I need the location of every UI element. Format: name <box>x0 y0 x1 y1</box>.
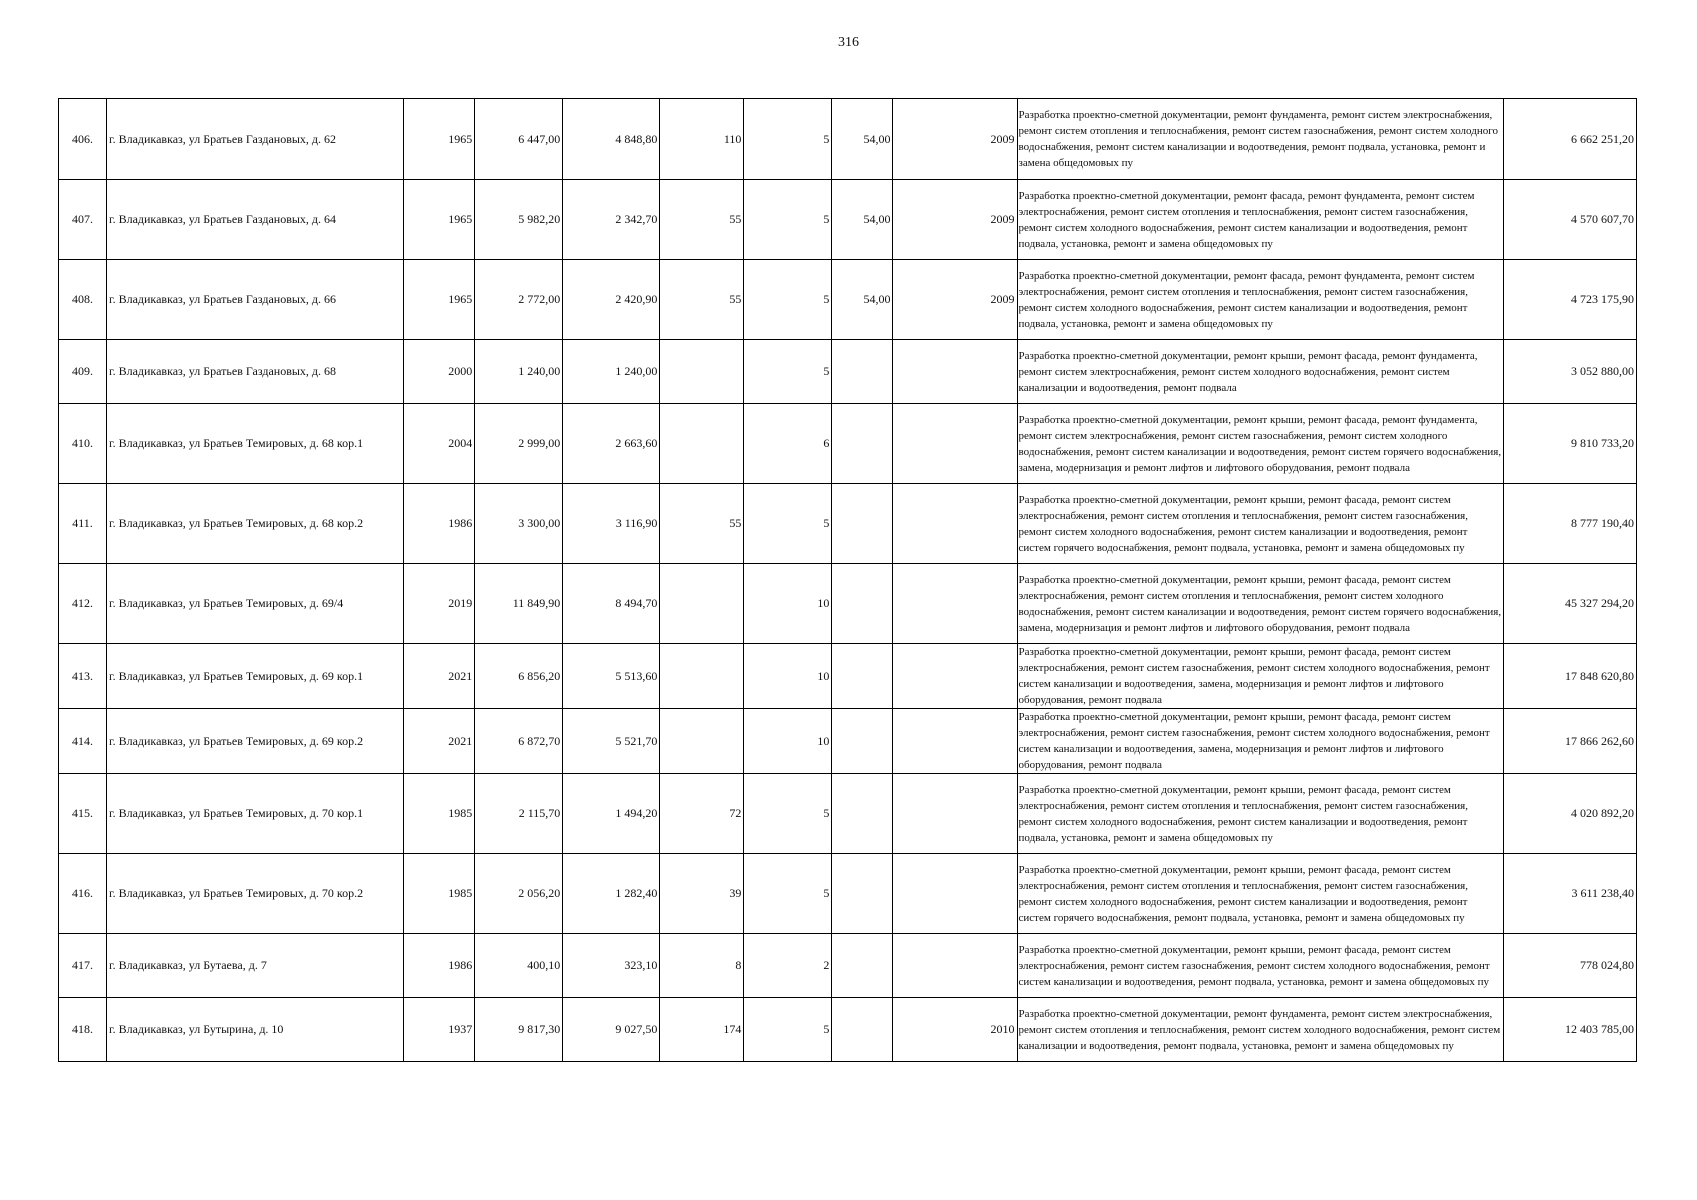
floors-cell: 10 <box>744 564 832 644</box>
floors-cell: 6 <box>744 404 832 484</box>
year-cell: 1965 <box>404 99 475 180</box>
residents-cell: 55 <box>660 484 744 564</box>
living-area-cell: 8 494,70 <box>563 564 660 644</box>
table-row <box>59 774 1637 854</box>
row-number: 414. <box>59 709 107 774</box>
living-area-cell: 4 848,80 <box>563 99 660 180</box>
living-area-cell: 9 027,50 <box>563 998 660 1062</box>
total-area-cell: 11 849,90 <box>475 564 563 644</box>
table-row <box>59 854 1637 934</box>
cost-cell: 17 866 262,60 <box>1503 709 1636 774</box>
cost-cell: 4 723 175,90 <box>1503 260 1636 340</box>
table-row <box>59 180 1637 260</box>
row-number: 408. <box>59 260 107 340</box>
table-row <box>59 484 1637 564</box>
floors-cell: 2 <box>744 934 832 998</box>
wear-cell: 54,00 <box>832 99 893 180</box>
cost-cell: 45 327 294,20 <box>1503 564 1636 644</box>
cost-cell: 17 848 620,80 <box>1503 644 1636 709</box>
address-cell: г. Владикавказ, ул Бутаева, д. 7 <box>107 934 404 998</box>
address-cell: г. Владикавказ, ул Братьев Газдановых, д. 66 <box>107 260 404 340</box>
cost-cell: 6 662 251,20 <box>1503 99 1636 180</box>
living-area-cell: 2 420,90 <box>563 260 660 340</box>
total-area-cell: 6 872,70 <box>475 709 563 774</box>
floors-cell: 5 <box>744 180 832 260</box>
table-row <box>59 998 1637 1062</box>
cost-cell: 8 777 190,40 <box>1503 484 1636 564</box>
living-area-cell: 5 513,60 <box>563 644 660 709</box>
address-cell: г. Владикавказ, ул Братьев Газдановых, д. 68 <box>107 340 404 404</box>
last-repair-cell: 2009 <box>893 180 1017 260</box>
cost-cell: 778 024,80 <box>1503 934 1636 998</box>
table-row <box>59 340 1637 404</box>
living-area-cell: 1 240,00 <box>563 340 660 404</box>
works-cell: Разработка проектно-сметной документации, ремонт крыши, ремонт фасада, ремонт систем электроснабжения, ремонт систем отопления и теплоснабжения, ремонт систем газоснабжения, ремонт систем холодного водоснабжения, ремонт систем канализации и водоотведения, ремонт подвала, установка, ремонт и замена общедомовых пу <box>1017 774 1503 854</box>
table-row <box>59 934 1637 998</box>
residents-cell <box>660 564 744 644</box>
row-number: 418. <box>59 998 107 1062</box>
year-cell: 2021 <box>404 644 475 709</box>
row-number: 407. <box>59 180 107 260</box>
wear-cell <box>832 484 893 564</box>
year-cell: 1965 <box>404 180 475 260</box>
address-cell: г. Владикавказ, ул Братьев Темировых, д. 70 кор.2 <box>107 854 404 934</box>
address-cell: г. Владикавказ, ул Братьев Темировых, д. 69/4 <box>107 564 404 644</box>
table-row <box>59 709 1637 774</box>
address-cell: г. Владикавказ, ул Братьев Газдановых, д. 62 <box>107 99 404 180</box>
year-cell: 2019 <box>404 564 475 644</box>
address-cell: г. Владикавказ, ул Братьев Газдановых, д. 64 <box>107 180 404 260</box>
last-repair-cell <box>893 644 1017 709</box>
wear-cell <box>832 340 893 404</box>
works-cell: Разработка проектно-сметной документации, ремонт крыши, ремонт фасада, ремонт систем электроснабжения, ремонт систем отопления и теплоснабжения, ремонт систем холодного водоснабжения, ремонт систем канализации и водоотведения, ремонт систем горячего водоснабжения, замена, модернизация и ремонт лифтов и лифтового оборудования, ремонт подвала <box>1017 564 1503 644</box>
last-repair-cell <box>893 774 1017 854</box>
cost-cell: 12 403 785,00 <box>1503 998 1636 1062</box>
row-number: 406. <box>59 99 107 180</box>
address-cell: г. Владикавказ, ул Братьев Темировых, д. 68 кор.1 <box>107 404 404 484</box>
residents-cell: 55 <box>660 180 744 260</box>
floors-cell: 5 <box>744 998 832 1062</box>
works-cell: Разработка проектно-сметной документации, ремонт крыши, ремонт фасада, ремонт фундамента, ремонт систем электроснабжения, ремонт систем холодного водоснабжения, ремонт систем канализации и водоотведения, ремонт подвала <box>1017 340 1503 404</box>
row-number: 409. <box>59 340 107 404</box>
cost-cell: 3 611 238,40 <box>1503 854 1636 934</box>
living-area-cell: 2 342,70 <box>563 180 660 260</box>
works-cell: Разработка проектно-сметной документации, ремонт фасада, ремонт фундамента, ремонт систем электроснабжения, ремонт систем отопления и теплоснабжения, ремонт систем газоснабжения, ремонт систем холодного водоснабжения, ремонт систем канализации и водоотведения, ремонт подвала, установка, ремонт и замена общедомовых пу <box>1017 260 1503 340</box>
total-area-cell: 1 240,00 <box>475 340 563 404</box>
floors-cell: 5 <box>744 484 832 564</box>
year-cell: 2000 <box>404 340 475 404</box>
year-cell: 1937 <box>404 998 475 1062</box>
last-repair-cell <box>893 854 1017 934</box>
last-repair-cell: 2009 <box>893 99 1017 180</box>
address-cell: г. Владикавказ, ул Братьев Темировых, д. 69 кор.2 <box>107 709 404 774</box>
year-cell: 1985 <box>404 774 475 854</box>
wear-cell <box>832 564 893 644</box>
row-number: 417. <box>59 934 107 998</box>
works-cell: Разработка проектно-сметной документации, ремонт крыши, ремонт фасада, ремонт систем электроснабжения, ремонт систем отопления и теплоснабжения, ремонт систем газоснабжения, ремонт систем холодного водоснабжения, ремонт систем канализации и водоотведения, ремонт систем горячего водоснабжения, ремонт подвала, установка, ремонт и замена общедомовых пу <box>1017 484 1503 564</box>
row-number: 411. <box>59 484 107 564</box>
row-number: 416. <box>59 854 107 934</box>
residents-cell: 39 <box>660 854 744 934</box>
works-cell: Разработка проектно-сметной документации, ремонт фундамента, ремонт систем электроснабжения, ремонт систем отопления и теплоснабжения, ремонт систем холодного водоснабжения, ремонт систем канализации и водоотведения, ремонт подвала, установка, ремонт и замена общедомовых пу <box>1017 998 1503 1062</box>
works-cell: Разработка проектно-сметной документации, ремонт крыши, ремонт фасада, ремонт фундамента, ремонт систем электроснабжения, ремонт систем газоснабжения, ремонт систем холодного водоснабжения, ремонт систем канализации и водоотведения, ремонт систем горячего водоснабжения, замена, модернизация и ремонт лифтов и лифтового оборудования, ремонт подвала <box>1017 404 1503 484</box>
works-cell: Разработка проектно-сметной документации, ремонт крыши, ремонт фасада, ремонт систем электроснабжения, ремонт систем газоснабжения, ремонт систем холодного водоснабжения, ремонт систем канализации и водоотведения, замена, модернизация и ремонт лифтов и лифтового оборудования, ремонт подвала <box>1017 644 1503 709</box>
last-repair-cell <box>893 564 1017 644</box>
residents-cell: 174 <box>660 998 744 1062</box>
table-row <box>59 564 1637 644</box>
floors-cell: 5 <box>744 260 832 340</box>
residents-cell <box>660 644 744 709</box>
total-area-cell: 2 056,20 <box>475 854 563 934</box>
works-cell: Разработка проектно-сметной документации, ремонт крыши, ремонт фасада, ремонт систем электроснабжения, ремонт систем отопления и теплоснабжения, ремонт систем газоснабжения, ремонт систем холодного водоснабжения, ремонт систем канализации и водоотведения, ремонт систем горячего водоснабжения, ремонт подвала, установка, ремонт и замена общедомовых пу <box>1017 854 1503 934</box>
year-cell: 2004 <box>404 404 475 484</box>
last-repair-cell <box>893 404 1017 484</box>
works-cell: Разработка проектно-сметной документации, ремонт фасада, ремонт фундамента, ремонт систем электроснабжения, ремонт систем отопления и теплоснабжения, ремонт систем газоснабжения, ремонт систем холодного водоснабжения, ремонт систем канализации и водоотведения, ремонт подвала, установка, ремонт и замена общедомовых пу <box>1017 180 1503 260</box>
wear-cell <box>832 644 893 709</box>
cost-cell: 9 810 733,20 <box>1503 404 1636 484</box>
last-repair-cell: 2009 <box>893 260 1017 340</box>
residents-cell <box>660 709 744 774</box>
residents-cell <box>660 340 744 404</box>
residents-cell <box>660 404 744 484</box>
total-area-cell: 9 817,30 <box>475 998 563 1062</box>
wear-cell <box>832 774 893 854</box>
wear-cell <box>832 998 893 1062</box>
wear-cell: 54,00 <box>832 180 893 260</box>
year-cell: 1986 <box>404 934 475 998</box>
floors-cell: 5 <box>744 854 832 934</box>
floors-cell: 5 <box>744 774 832 854</box>
last-repair-cell <box>893 340 1017 404</box>
table-body <box>59 99 1637 1062</box>
wear-cell <box>832 709 893 774</box>
total-area-cell: 2 115,70 <box>475 774 563 854</box>
wear-cell <box>832 854 893 934</box>
residents-cell: 72 <box>660 774 744 854</box>
living-area-cell: 2 663,60 <box>563 404 660 484</box>
total-area-cell: 3 300,00 <box>475 484 563 564</box>
last-repair-cell <box>893 484 1017 564</box>
row-number: 413. <box>59 644 107 709</box>
floors-cell: 5 <box>744 340 832 404</box>
total-area-cell: 5 982,20 <box>475 180 563 260</box>
cost-cell: 4 020 892,20 <box>1503 774 1636 854</box>
table-row <box>59 404 1637 484</box>
total-area-cell: 6 856,20 <box>475 644 563 709</box>
residents-cell: 110 <box>660 99 744 180</box>
residents-cell: 55 <box>660 260 744 340</box>
floors-cell: 10 <box>744 644 832 709</box>
floors-cell: 5 <box>744 99 832 180</box>
total-area-cell: 400,10 <box>475 934 563 998</box>
total-area-cell: 6 447,00 <box>475 99 563 180</box>
total-area-cell: 2 772,00 <box>475 260 563 340</box>
table-row <box>59 644 1637 709</box>
living-area-cell: 3 116,90 <box>563 484 660 564</box>
living-area-cell: 1 282,40 <box>563 854 660 934</box>
wear-cell: 54,00 <box>832 260 893 340</box>
residents-cell: 8 <box>660 934 744 998</box>
works-cell: Разработка проектно-сметной документации, ремонт крыши, ремонт фасада, ремонт систем электроснабжения, ремонт систем газоснабжения, ремонт систем холодного водоснабжения, ремонт систем канализации и водоотведения, ремонт подвала, установка, ремонт и замена общедомовых пу <box>1017 934 1503 998</box>
living-area-cell: 1 494,20 <box>563 774 660 854</box>
housing-repair-table <box>58 98 1637 1062</box>
address-cell: г. Владикавказ, ул Бутырина, д. 10 <box>107 998 404 1062</box>
living-area-cell: 323,10 <box>563 934 660 998</box>
last-repair-cell <box>893 934 1017 998</box>
row-number: 412. <box>59 564 107 644</box>
address-cell: г. Владикавказ, ул Братьев Темировых, д. 68 кор.2 <box>107 484 404 564</box>
year-cell: 1965 <box>404 260 475 340</box>
total-area-cell: 2 999,00 <box>475 404 563 484</box>
year-cell: 1985 <box>404 854 475 934</box>
cost-cell: 3 052 880,00 <box>1503 340 1636 404</box>
year-cell: 1986 <box>404 484 475 564</box>
address-cell: г. Владикавказ, ул Братьев Темировых, д. 70 кор.1 <box>107 774 404 854</box>
wear-cell <box>832 934 893 998</box>
table-row <box>59 260 1637 340</box>
row-number: 415. <box>59 774 107 854</box>
last-repair-cell <box>893 709 1017 774</box>
living-area-cell: 5 521,70 <box>563 709 660 774</box>
last-repair-cell: 2010 <box>893 998 1017 1062</box>
page-number: 316 <box>838 35 859 50</box>
works-cell: Разработка проектно-сметной документации, ремонт крыши, ремонт фасада, ремонт систем электроснабжения, ремонт систем газоснабжения, ремонт систем холодного водоснабжения, ремонт систем канализации и водоотведения, замена, модернизация и ремонт лифтов и лифтового оборудования, ремонт подвала <box>1017 709 1503 774</box>
address-cell: г. Владикавказ, ул Братьев Темировых, д. 69 кор.1 <box>107 644 404 709</box>
row-number: 410. <box>59 404 107 484</box>
floors-cell: 10 <box>744 709 832 774</box>
works-cell: Разработка проектно-сметной документации, ремонт фундамента, ремонт систем электроснабжения, ремонт систем отопления и теплоснабжения, ремонт систем газоснабжения, ремонт систем холодного водоснабжения, ремонт систем канализации и водоотведения, ремонт подвала, установка, ремонт и замена общедомовых пу <box>1017 99 1503 180</box>
year-cell: 2021 <box>404 709 475 774</box>
table-row <box>59 99 1637 180</box>
wear-cell <box>832 404 893 484</box>
cost-cell: 4 570 607,70 <box>1503 180 1636 260</box>
